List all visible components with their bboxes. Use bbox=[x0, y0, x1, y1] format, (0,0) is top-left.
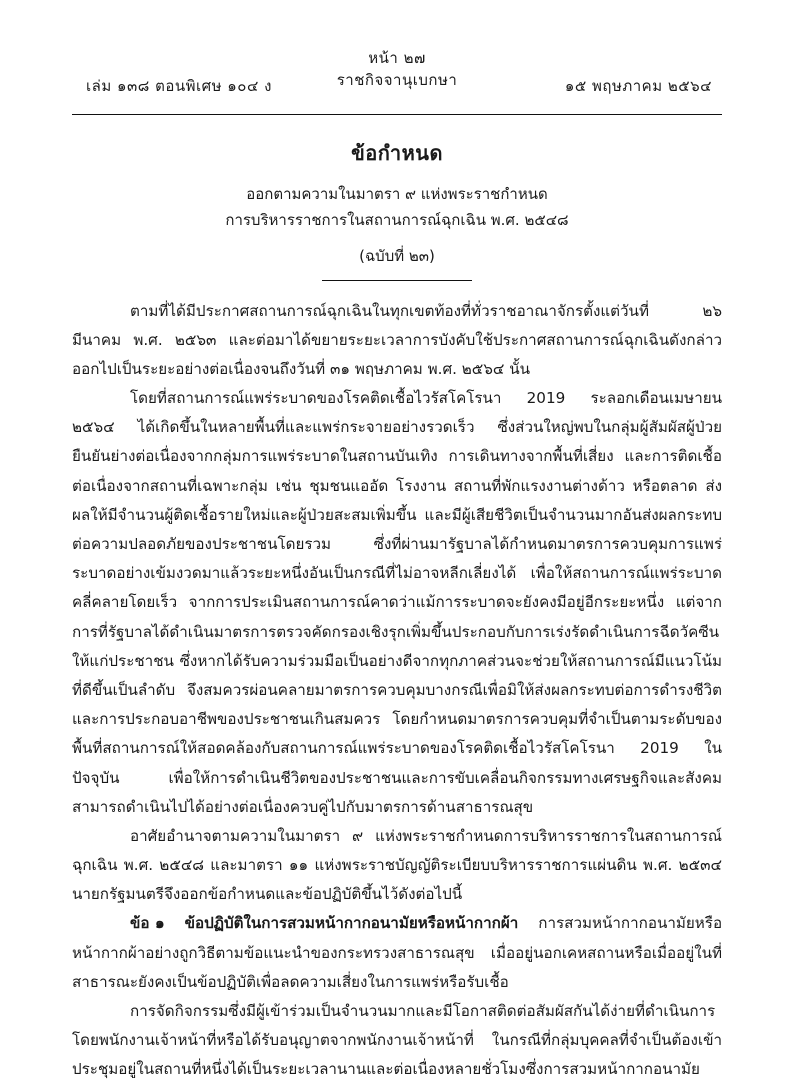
title-divider bbox=[322, 280, 472, 281]
paragraph-last: การจัดกิจกรรมซึ่งมีผู้เข้าร่วมเป็นจำนวนมากและมีโอกาสติดต่อสัมผัสกันได้ง่ายที่ดำเนินการโดยพนักงานเจ้าหน้าที่หรือได้รับอนุญาตจากพนักงานเจ้าหน้าที่ ในกรณีที่กลุ่มบุคคลที่จำเป็นต้องเข้าประชุมอยู่ในสถานที่หนึ่งได้เป็นระยะเวลานานและต่อเนื่องหลายชั่วโมงซึ่งการสวมหน้ากากอนามัย bbox=[72, 1002, 722, 1079]
volume-info: เล่ม ๑๓๘ ตอนพิเศษ ๑๐๔ ง bbox=[86, 77, 272, 95]
document-body bbox=[72, 297, 722, 1085]
paragraph-2: โดยที่สถานการณ์แพร่ระบาดของโรคติดเชื้อไวรัสโคโรนา 2019 ระลอกเดือนเมษายน ๒๕๖๔ ได้เกิดขึ้นในหลายพื้นที่และแพร่กระจายอย่างรวดเร็ว ซึ่งส่วนใหญ่พบในกลุ่มผู้สัมผัสผู้ป่วยยืนยันย่างต่อเนื่องจากกลุ่มการแพร่ระบาดในสถานบันเทิง การเดินทางจากพื้นที่เสี่ยง และการติดเชื้อต่อเนื่องจากสถานที่เฉพาะกลุ่ม เช่น ชุมชนแออัด โรงงาน สถานที่พักแรงงานต่างด้าว หรือตลาด ส่งผลให้มีจำนวนผู้ติดเชื้อรายใหม่และผู้ป่วยสะสมเพิ่มขึ้น และมีผู้เสียชีวิตเป็นจำนวนมากอันส่งผลกระทบต่อความปลอดภัยของประชาชนโดยรวม ซึ่งที่ผ่านมารัฐบาลได้กำหนดมาตรการควบคุมการแพร่ระบาดอย่างเข้มงวดมาแล้วระยะหนึ่งอันเป็นกรณีที่ไม่อาจหลีกเลี่ยงได้ เพื่อให้สถานการณ์แพร่ระบาดคลี่คลายโดยเร็ว จากการประเมินสถานการณ์คาดว่าแม้การระบาดจะยังคงมีอยู่อีกระยะหนึ่ง แต่จากการที่รัฐบาลได้ดำเนินมาตรการตรวจคัดกรองเชิงรุกเพิ่มขึ้นประกอบกับการเร่งรัดดำเนินการฉีดวัคซีนให้แก่ประชาชน ซึ่งหากได้รับความร่วมมือเป็นอย่างดีจากทุกภาคส่วนจะช่วยให้สถานการณ์มีแนวโน้มที่ดีขึ้นเป็นลำดับ จึงสมควรผ่อนคลายมาตรการควบคุมบางกรณีเพื่อมิให้ส่งผลกระทบต่อการดำรงชีวิตและการประกอบอาชีพของประชาชนเกินสมควร โดยกำหนดมาตรการควบคุมที่จำเป็นตามระดับของพื้นที่สถานการณ์ให้สอดคล้องกับสถานการณ์แพร่ระบาดของโรคติดเชื้อไวรัสโคโรนา 2019 ในปัจจุบัน เพื่อให้การดำเนินชีวิตของประชาชนและการขับเคลื่อนกิจกรรมทางเศรษฐกิจและสังคมสามารถดำเนินไปได้อย่างต่อเนื่องควบคู่ไปกับมาตรการด้านสาธารณสุข bbox=[72, 389, 722, 816]
gazette-name: ราชกิจจานุเบกษา bbox=[336, 70, 458, 89]
clause-1-number: ข้อ ๑ bbox=[130, 914, 165, 933]
paragraph-3: อาศัยอำนาจตามความในมาตรา ๙ แห่งพระราชกำหนดการบริหารราชการในสถานการณ์ฉุกเฉิน พ.ศ. ๒๕๔๘ และมาตรา ๑๑ แห่งพระราชบัญญัติระเบียบบริหารราชการแผ่นดิน พ.ศ. ๒๕๓๔ นายกรัฐมนตรีจึงออกข้อกำหนดและข้อปฏิบัติขึ้นไว้ดังต่อไปนี้ bbox=[72, 826, 722, 904]
title-subline-1: ออกตามความในมาตรา ๙ แห่งพระราชกำหนด bbox=[246, 185, 548, 203]
clause-1-heading: ข้อปฏิบัติในการสวมหน้ากากอนามัยหรือหน้ากากผ้า bbox=[184, 914, 519, 933]
page-title: ข้อกำหนด bbox=[351, 141, 443, 165]
header-divider bbox=[72, 114, 722, 115]
title-edition: (ฉบับที่ ๒๓) bbox=[359, 246, 435, 265]
page-number-label: หน้า ๒๗ bbox=[368, 49, 426, 67]
clause-1 bbox=[72, 909, 722, 997]
paragraph-1: ตามที่ได้มีประกาศสถานการณ์ฉุกเฉินในทุกเขตท้องที่ทั่วราชอาณาจักรตั้งแต่วันที่ ๒๖ มีนาคม พ.ศ. ๒๕๖๓ และต่อมาได้ขยายระยะเวลาการบังคับใช้ประกาศสถานการณ์ฉุกเฉินดังกล่าวออกไปเป็นระยะอย่างต่อเนื่องจนถึงวันที่ ๓๑ พฤษภาคม พ.ศ. ๒๕๖๔ นั้น bbox=[72, 301, 722, 378]
title-block bbox=[72, 137, 722, 281]
publication-date: ๑๕ พฤษภาคม ๒๕๖๔ bbox=[564, 77, 712, 95]
page-header bbox=[72, 48, 722, 110]
title-subline-2: การบริหารราชการในสถานการณ์ฉุกเฉิน พ.ศ. ๒๕๔๘ bbox=[225, 211, 569, 230]
clause-1-text: การสวมหน้ากากอนามัยหรือหน้ากากผ้าอย่างถูกวิธีตามข้อแนะนำของกระทรวงสาธารณสุข เมื่ออยู่นอกเคหสถานหรือเมื่ออยู่ในที่สาธารณะยังคงเป็นข้อปฏิบัติเพื่อลดความเสี่ยงในการแพร่หรือรับเชื้อ bbox=[72, 914, 723, 991]
